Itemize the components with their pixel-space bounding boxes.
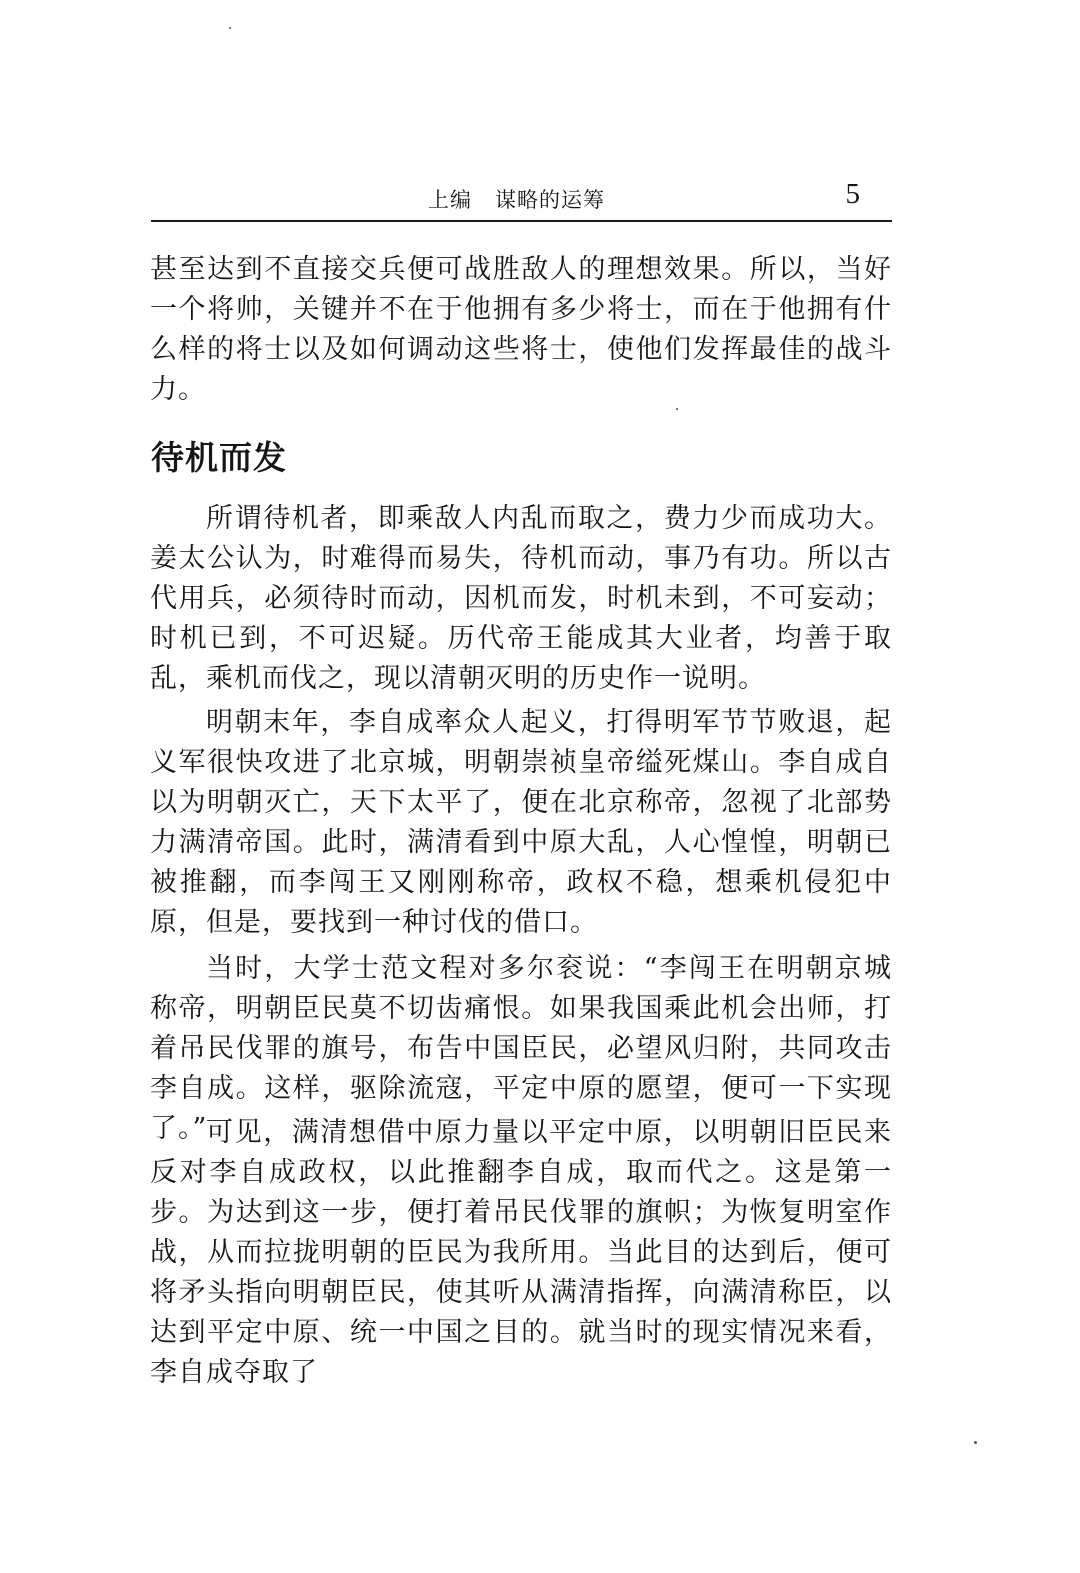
paragraph-3: 当时，大学士范文程对多尔衮说：“李闯王在明朝京城称帝，明朝臣民莫不切齿痛恨。如果我国乘此机会出师，打着吊民伐罪的旗号，布告中国臣民，必望风归附，共同攻击李自成。这样，驱除流寇，平定中原的愿望，便可一下实现了。”: [150, 953, 892, 1144]
paragraph-2: 明朝末年，李自成率众人起义，打得明军节节败退，起义军很快攻进了北京城，明朝崇祯皇帝缢死煤山。李自成自以为明朝灭亡，天下太平了，便在北京称帝，忽视了北部势力满清帝国。此时，满清看到中原大乱，人心惶惶，明朝已被推翻，而李闯王又刚刚称帝，政权不稳，想乘机侵犯中原，但是，要找到一种讨伐的借口。: [150, 707, 892, 938]
scan-speck: [229, 27, 231, 29]
scan-speck: [974, 1441, 977, 1444]
paragraph-1: 所谓待机者，即乘敌人内乱而取之，费力少而成功大。姜太公认为，时难得而易失，待机而动，事乃有功。所以古代用兵，必须待时而动，因机而发，时机未到，不可妄动；时机已到，不可迟疑。历代帝王能成其大业者，均善于取乱，乘机而伐之，现以清朝灭明的历史作一说明。: [150, 503, 892, 694]
opening-paragraph: 甚至达到不直接交兵便可战胜敌人的理想效果。所以，当好一个将帅，关键并不在于他拥有多少将士，而在于他拥有什么样的将士以及如何调动这些将士，使他们发挥最佳的战斗力。: [150, 254, 892, 405]
running-header: [151, 176, 892, 222]
header-title: 上编 谋略的运筹: [428, 188, 606, 212]
section-heading: 待机而发: [151, 438, 287, 477]
scan-speck: [676, 408, 678, 410]
paragraph-4: 可见，满清想借中原力量以平定中原，以明朝旧臣民来反对李自成政权，以此推翻李自成，取而代之。这是第一步。为达到这一步，便打着吊民伐罪的旗帜；为恢复明室作战，从而拉拢明朝的臣民为我所用。当此目的达到后，便可将矛头指向明朝臣民，使其听从满清指挥，向满清称臣，以达到平定中原、统一中国之目的。就当时的现实情况来看，李自成夺取了: [150, 1117, 892, 1388]
page-number: 5: [845, 178, 860, 210]
